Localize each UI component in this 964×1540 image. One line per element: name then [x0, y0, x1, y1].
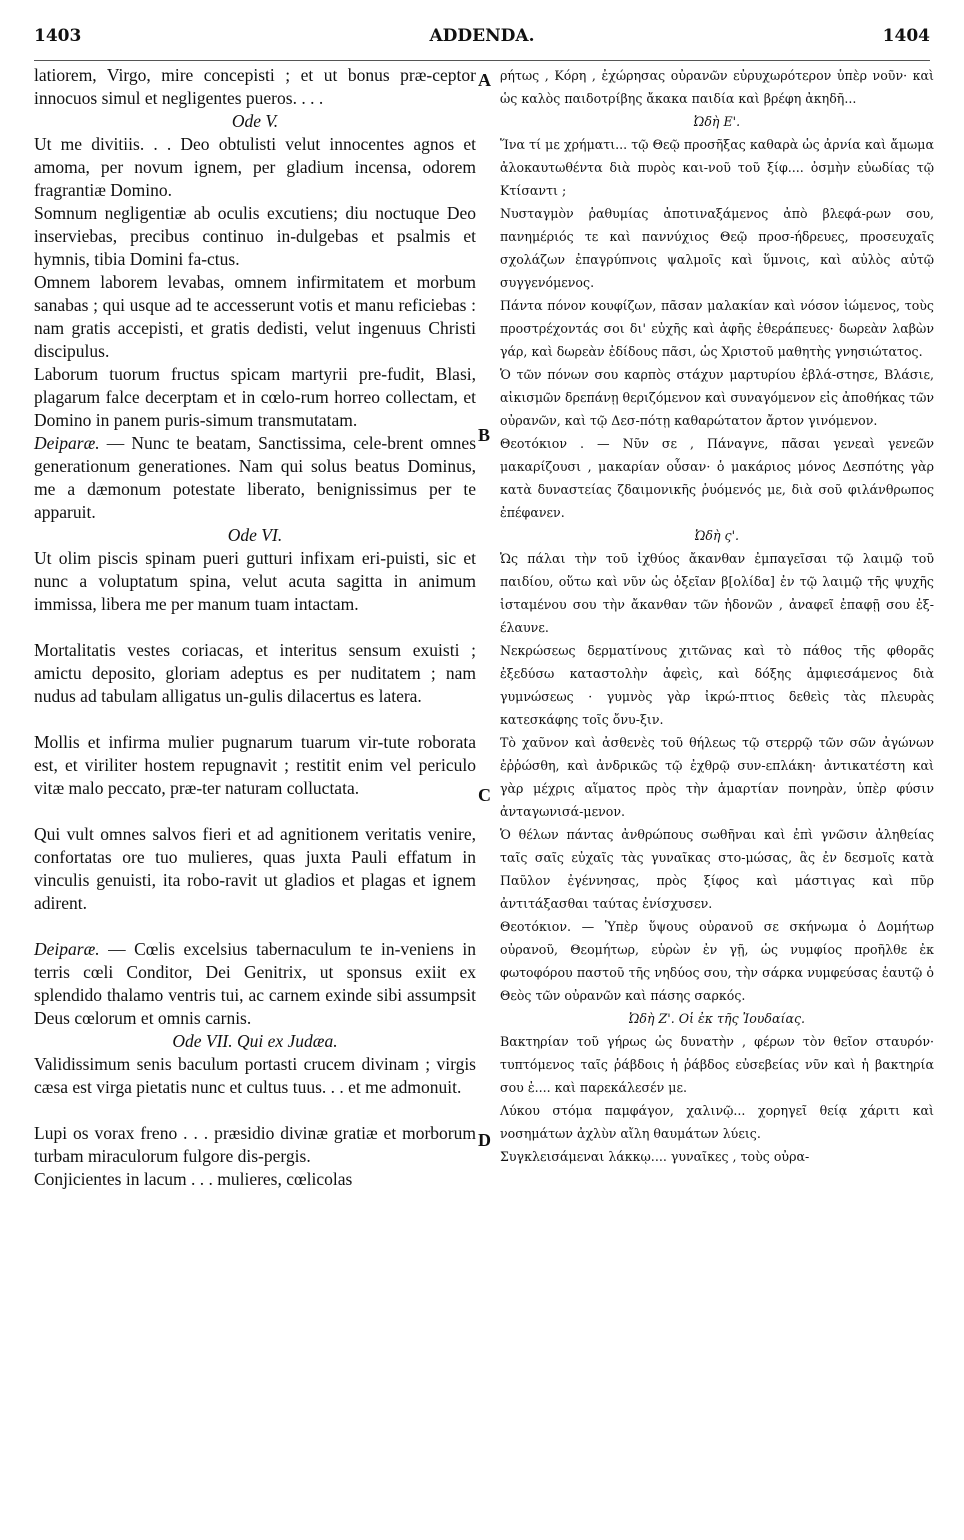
paragraph: Ὡς πάλαι τὴν τοῦ ἰχθύος ἄκανθαν ἐμπαγεῖσαι τῷ λαιμῷ τοῦ παιδίου, οὕτω καὶ νῦν ὡς ὀξεῖαν β[ολίδα] ἐν τῷ λαιμῷ τῆς ψυχῆς ἱσταμένου σου τὴν ἄκανθαν τῶν ἡδονῶν , ἀναφεῖ ἐπαφῇ σου ἐξ-έλαυνε. — [500, 551, 934, 635]
right-page-number: 1404 — [882, 26, 930, 46]
header-rule — [34, 60, 930, 61]
paragraph: Laborum tuorum fructus spicam martyrii pre-fudit, Blasi, plagarum falce decerptam et in cœlo-rum horreo collectam, et Domino in panem puris-simum transmutatam. — [34, 364, 476, 430]
margin-letter-b: B — [478, 425, 491, 445]
paragraph-gap — [34, 616, 476, 639]
section-heading: Ὠδὴ Ε'. — [693, 114, 741, 129]
margin-letter-d: D — [478, 1130, 491, 1150]
greek-column — [500, 64, 934, 1168]
paragraph: Θεοτόκιον. — Ὑπὲρ ὕψους οὐρανοῦ σε σκήνωμα ὁ Δομήτωρ οὐρανοῦ, Θεομήτωρ, εὑρὼν ἐν γῇ, ὡς νυμφίος προῆλθε ἐκ φωτοφόρου παστοῦ τῆς νηδύος σου, τὴν σάρκα νυμφεύσας ἑαυτῷ ὁ Θεὸς τῶν οὐρανῶν καὶ πάσης σαρκός. — [500, 919, 934, 1003]
paragraph-gap — [34, 915, 476, 938]
section-heading: Ode VII. Qui ex Judæa. — [172, 1031, 338, 1051]
paragraph-lead: Deiparæ. — [34, 939, 100, 959]
left-page-number: 1403 — [34, 26, 82, 46]
paragraph: Somnum negligentiæ ab oculis excutiens; diu noctuque Deo inserviebas, precibus continuo in-dulgebas et psalmis et hymnis, tibia Domini fa-ctus. — [34, 203, 476, 269]
paragraph: Ut olim piscis spinam pueri gutturi infixam eri-puisti, sic et nunc a voluptatum spina, velut acuta sagitta in animum immissa, libera me per manum tuam intactam. — [34, 548, 476, 614]
paragraph: Ὁ θέλων πάντας ἀνθρώπους σωθῆναι καὶ ἐπὶ γνῶσιν ἀληθείας ταῖς σαῖς εὐχαῖς τὰς γυναῖκας στο-μώσας, ἃς ἐν δεσμοῖς κατὰ Παῦλον ἐγέννησας, πρὸς ξίφος καὶ μάστιγας καὶ πῦρ ἀντιτάξασθαι ταύτας ἐνίσχυσεν. — [500, 827, 934, 911]
latin-column — [34, 64, 476, 1191]
paragraph: Βακτηρίαν τοῦ γήρως ὡς δυνατὴν , φέρων τὸν θεῖον σταυρόν· τυπτόμενος ταῖς ῥάβδοις ἡ ῥάβδος εὐσεβείας νῦν καὶ ἡ βακτηρία σου ἐ.... καὶ παρεκάλεσέν με. — [500, 1034, 934, 1095]
paragraph: Ἵνα τί με χρήματι... τῷ Θεῷ προσῆξας καθαρὰ ὡς ἀρνία καὶ ἄμωμα ἀλοκαυτωθέντα διὰ πυρὸς και-νοῦ τοῦ ξίφ.... ὀσμὴν εὐωδίας τῷ Κτίσαντι ; — [500, 137, 934, 198]
section-heading: Ὠδὴ ς'. — [694, 528, 740, 543]
paragraph: Πάντα πόνον κουφίζων, πᾶσαν μαλακίαν καὶ νόσον ἰώμενος, τοὺς προστρέχοντάς σοι δι' εὐχῆς καὶ ἀφῆς ἐθεράπευες· δωρεὰν λαβὼν γάρ, καὶ δωρεὰν ἐδίδους πᾶσι, ὡς Χριστοῦ μαθητὴς γνησιώτατος. — [500, 298, 934, 359]
paragraph: Ὁ τῶν πόνων σου καρπὸς στάχυν μαρτυρίου ἐβλά-στησε, Βλάσιε, αἰκισμῶν δρεπάνῃ θεριζόμενον καὶ συναγόμενον εἰς ἀποθήκας τῶν οὐρανῶν, καὶ τῷ Δεσ-πότῃ καθαρώτατον ἄρτον γινόμενον. — [500, 367, 934, 428]
paragraph: Qui vult omnes salvos fieri et ad agnitionem veritatis venire, confortatas ore tuo mulieres, quas juxta Pauli effatum in vinculis genuisti, ita robo-ravit ut gladios et plagas et ignem adirent. — [34, 824, 476, 913]
paragraph — [34, 432, 476, 524]
paragraph: ρήτως , Κόρη , ἐχώρησας οὐρανῶν εὐρυχωρότερον ὑπὲρ νοῦν· καὶ ὡς καλὸς παιδοτρίβης ἄκακα παιδία καὶ βρέφη ἀκηδῆ... — [500, 68, 934, 106]
paragraph: Συγκλεισάμεναι λάκκῳ.... γυναῖκες , τοὺς οὐρα- — [500, 1149, 810, 1164]
paragraph: Omnem laborem levabas, omnem infirmitatem et morbum sanabas ; qui usque ad te accesserunt votis et manu reficiebas : nam gratis accepisti, et gratis dedisti, velut ingenuus Christi discipulus. — [34, 272, 476, 361]
paragraph — [34, 938, 476, 1030]
running-header — [34, 26, 930, 60]
running-title: ADDENDA. — [429, 26, 535, 46]
paragraph: Λύκου στόμα παμφάγον, χαλινῷ... χορηγεῖ θείᾳ χάριτι καὶ νοσημάτων ἀχλὺν αἴλη θαυμάτων λύεις. — [500, 1103, 934, 1141]
paragraph: Mortalitatis vestes coriacas, et interitus sensum exuisti ; amictu deposito, gloriam adeptus es per nuditatem ; nam nudus ad tabulam alligatus un-gulis dilacertus es latera. — [34, 640, 476, 706]
paragraph-gap — [34, 800, 476, 823]
paragraph: Ut me divitiis. . . Deo obtulisti velut innocentes agnos et amoma, per novum ignem, per gladium incensa, odorem fragrantiæ Domino. — [34, 134, 476, 200]
paragraph-lead: Deiparæ. — [34, 433, 100, 453]
section-heading: Ode V. — [231, 111, 279, 131]
margin-letter-c: C — [478, 785, 491, 805]
paragraph-body: — Nunc te beatam, Sanctissima, cele-brent omnes generationum generationes. Nam qui solus beatus Dominus, me a dæmonum potestate liberato, benignissimus per te apparuit. — [34, 433, 476, 522]
paragraph: Νεκρώσεως δερματίνους χιτῶνας καὶ τὸ πάθος τῆς φθορᾶς ἐξεδύσω καταστολὴν ἀφεὶς, καὶ δόξης ἀμφιεσάμενος διὰ γυμνώσεως · γυμνὸς γὰρ ἰκρώ-πτιος δεθεὶς τὰς πλευρὰς κατεσκάφης τοῖς ὄνυ-ξιν. — [500, 643, 934, 727]
paragraph: latiorem, Virgo, mire concepisti ; et ut bonus præ-ceptor innocuos simul et negligentes pueros. . . . — [34, 65, 476, 108]
section-heading: Ὠδὴ Ζ'. Οἱ ἐκ τῆς Ἰουδαίας. — [628, 1011, 806, 1026]
margin-letter-a: A — [478, 70, 491, 90]
paragraph: Mollis et infirma mulier pugnarum tuarum vir-tute roborata est, et viriliter hostem repugnavit ; restitit enim vel periculo vitæ malo peccato, præ-ter naturam colluctata. — [34, 732, 476, 798]
paragraph: Τὸ χαῦνον καὶ ἀσθενὲς τοῦ θήλεως τῷ στερρῷ τῶν σῶν ἀγώνων ἐῤῥώσθη, καὶ ἀνδρικῶς τῷ ἐχθρῷ συν-επλάκη· ἀντικατέστη καὶ γὰρ μέχρις αἵματος πρὸς τὴν ἁμαρτίαν πονηρὰν, ὑπὲρ φύσιν ἀνταγωνισά-μενον. — [500, 735, 934, 819]
paragraph: Lupi os vorax freno . . . præsidio divinæ gratiæ et morborum turbam miraculorum fulgore dis-pergis. — [34, 1123, 476, 1166]
paragraph-gap — [34, 1099, 476, 1122]
paragraph: Θεοτόκιον . — Νῦν σε , Πάναγνε, πᾶσαι γενεαὶ γενεῶν μακαρίζουσι , μακαρίαν οὖσαν· ὁ μακάριος μόνος Δεσπότης γὰρ κατὰ δυναστείας ζδαιμονικῆς ῥυόμενός με, διὰ σοῦ φιλάνθρωπος ἐπέφανεν. — [500, 436, 934, 520]
paragraph: Conjicientes in lacum . . . mulieres, cœlicolas — [34, 1169, 353, 1189]
paragraph-gap — [34, 708, 476, 731]
paragraph: Νυσταγμὸν ῥαθυμίας ἀποτιναξάμενος ἀπὸ βλεφά-ρων σου, πανημέριός τε καὶ παννύχιος Θεῷ προσ-ήδρευες, προσευχαῖς σχολάζων ἐπαγρύπνοις ψαλμοῖς καὶ ὕμνοις, καὶ αὐλὸς αὐτῷ συγγενόμενος. — [500, 206, 934, 290]
section-heading: Ode VI. — [227, 525, 283, 545]
paragraph: Validissimum senis baculum portasti crucem divinam ; virgis cæsa est virga pietatis nunc et cultus tuus. . . et me admonuit. — [34, 1054, 476, 1097]
paragraph-body: — Cœlis excelsius tabernaculum te in-veniens in terris cœli Conditor, Dei Genitrix, ut sponsus exiit ex splendido thalamo ventris tui, ac carnem exinde sibi assumpsit Deus cœlorum et omnis carnis. — [34, 939, 476, 1028]
